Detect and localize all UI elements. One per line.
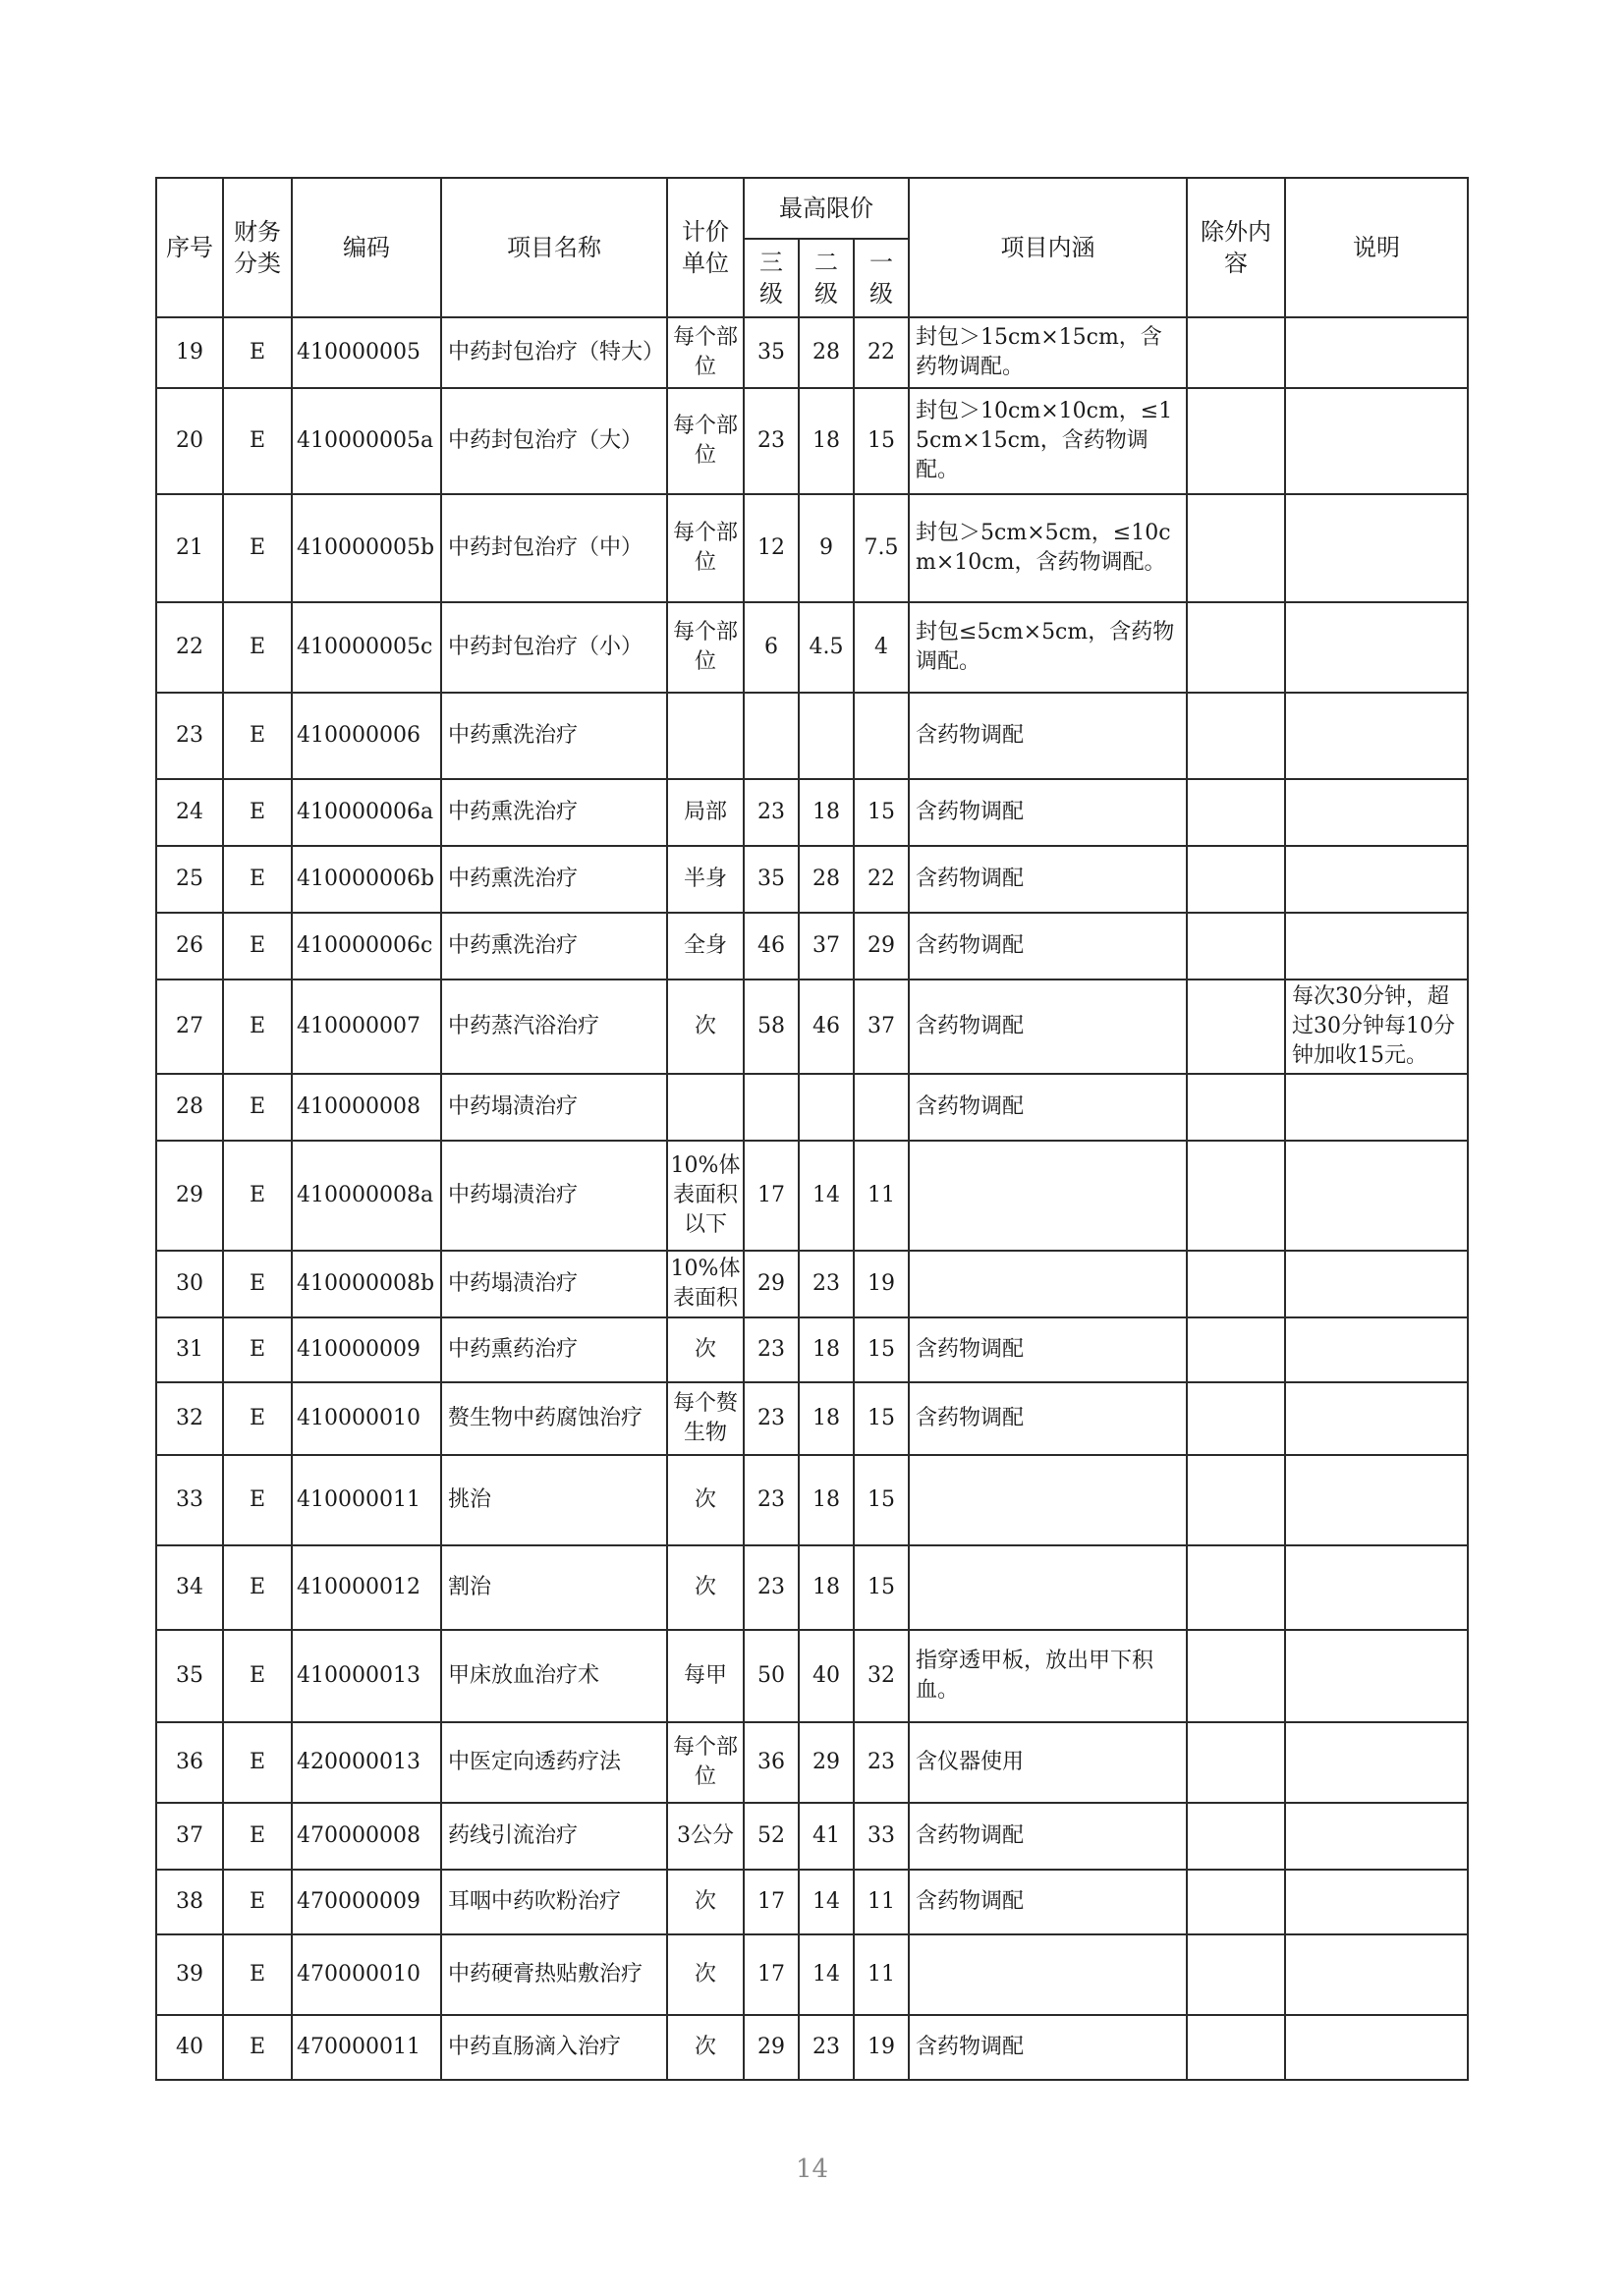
price-level1-cell: 19	[854, 2015, 909, 2080]
table-row	[156, 2015, 1468, 2080]
code-cell: 410000007	[292, 980, 441, 1074]
exclusions-cell	[1187, 1317, 1285, 1382]
code-cell: 470000011	[292, 2015, 441, 2080]
content-cell	[909, 1545, 1187, 1630]
name-cell: 药线引流治疗	[441, 1803, 667, 1870]
table-row	[156, 693, 1468, 779]
exclusions-cell	[1187, 846, 1285, 913]
price-level3-cell: 23	[744, 1545, 799, 1630]
price-level3-cell: 35	[744, 846, 799, 913]
table-row	[156, 1934, 1468, 2015]
seq-cell: 35	[156, 1630, 223, 1722]
price-level3-cell: 23	[744, 779, 799, 846]
content-cell: 含药物调配	[909, 913, 1187, 980]
category-cell: E	[223, 1545, 292, 1630]
category-cell: E	[223, 1630, 292, 1722]
exclusions-cell	[1187, 317, 1285, 388]
name-cell: 中药封包治疗（中）	[441, 494, 667, 602]
header-code: 编码	[292, 178, 441, 317]
seq-cell: 25	[156, 846, 223, 913]
unit-cell	[667, 693, 744, 779]
header-unit: 计价单位	[667, 178, 744, 317]
unit-cell: 3公分	[667, 1803, 744, 1870]
price-level3-cell: 36	[744, 1722, 799, 1803]
code-cell: 410000005c	[292, 602, 441, 693]
name-cell: 中药封包治疗（特大）	[441, 317, 667, 388]
table-row	[156, 1803, 1468, 1870]
table-row	[156, 1870, 1468, 1934]
table-row	[156, 846, 1468, 913]
category-cell: E	[223, 1722, 292, 1803]
code-cell: 470000009	[292, 1870, 441, 1934]
content-cell: 指穿透甲板，放出甲下积血。	[909, 1630, 1187, 1722]
notes-cell	[1285, 1074, 1468, 1141]
category-cell: E	[223, 1870, 292, 1934]
price-level1-cell: 33	[854, 1803, 909, 1870]
code-cell: 410000011	[292, 1455, 441, 1545]
exclusions-cell	[1187, 980, 1285, 1074]
content-cell: 封包＞15cm×15cm，含药物调配。	[909, 317, 1187, 388]
notes-cell	[1285, 602, 1468, 693]
header-level2: 二级	[799, 239, 854, 317]
category-cell: E	[223, 1074, 292, 1141]
seq-cell: 39	[156, 1934, 223, 2015]
unit-cell: 每甲	[667, 1630, 744, 1722]
header-content: 项目内涵	[909, 178, 1187, 317]
price-level1-cell: 4	[854, 602, 909, 693]
price-level2-cell: 18	[799, 1382, 854, 1455]
name-cell: 甲床放血治疗术	[441, 1630, 667, 1722]
name-cell: 中药封包治疗（大）	[441, 388, 667, 494]
seq-cell: 38	[156, 1870, 223, 1934]
unit-cell: 每个部位	[667, 388, 744, 494]
name-cell: 中药熏洗治疗	[441, 779, 667, 846]
unit-cell: 每个部位	[667, 602, 744, 693]
content-cell: 含药物调配	[909, 1382, 1187, 1455]
category-cell: E	[223, 602, 292, 693]
content-cell: 含药物调配	[909, 779, 1187, 846]
notes-cell	[1285, 1870, 1468, 1934]
category-cell: E	[223, 2015, 292, 2080]
notes-cell	[1285, 693, 1468, 779]
code-cell: 420000013	[292, 1722, 441, 1803]
seq-cell: 23	[156, 693, 223, 779]
unit-cell: 全身	[667, 913, 744, 980]
notes-cell	[1285, 1455, 1468, 1545]
table-row	[156, 1722, 1468, 1803]
notes-cell	[1285, 1317, 1468, 1382]
price-level2-cell: 14	[799, 1141, 854, 1251]
price-level3-cell: 17	[744, 1934, 799, 2015]
price-level2-cell: 14	[799, 1934, 854, 2015]
table-header	[156, 178, 1468, 317]
unit-cell: 局部	[667, 779, 744, 846]
unit-cell: 每个部位	[667, 317, 744, 388]
exclusions-cell	[1187, 494, 1285, 602]
content-cell: 封包＞10cm×10cm，≤15cm×15cm，含药物调配。	[909, 388, 1187, 494]
seq-cell: 27	[156, 980, 223, 1074]
code-cell: 410000013	[292, 1630, 441, 1722]
content-cell: 含仪器使用	[909, 1722, 1187, 1803]
content-cell	[909, 1141, 1187, 1251]
table-row	[156, 1074, 1468, 1141]
price-level3-cell: 35	[744, 317, 799, 388]
price-level1-cell: 7.5	[854, 494, 909, 602]
price-level3-cell: 23	[744, 1455, 799, 1545]
notes-cell	[1285, 913, 1468, 980]
notes-cell	[1285, 1382, 1468, 1455]
exclusions-cell	[1187, 1630, 1285, 1722]
seq-cell: 28	[156, 1074, 223, 1141]
notes-cell	[1285, 779, 1468, 846]
notes-cell	[1285, 1630, 1468, 1722]
price-level2-cell: 28	[799, 846, 854, 913]
price-level1-cell: 32	[854, 1630, 909, 1722]
code-cell: 470000010	[292, 1934, 441, 2015]
seq-cell: 26	[156, 913, 223, 980]
price-level3-cell: 23	[744, 1382, 799, 1455]
content-cell: 含药物调配	[909, 846, 1187, 913]
name-cell: 中药塌渍治疗	[441, 1074, 667, 1141]
category-cell: E	[223, 1141, 292, 1251]
exclusions-cell	[1187, 1074, 1285, 1141]
price-level3-cell	[744, 1074, 799, 1141]
unit-cell: 半身	[667, 846, 744, 913]
table-row	[156, 913, 1468, 980]
price-level2-cell: 46	[799, 980, 854, 1074]
notes-cell	[1285, 494, 1468, 602]
unit-cell: 每个部位	[667, 1722, 744, 1803]
price-level2-cell	[799, 1074, 854, 1141]
table-row	[156, 1141, 1468, 1251]
seq-cell: 30	[156, 1251, 223, 1317]
unit-cell	[667, 1074, 744, 1141]
unit-cell: 次	[667, 980, 744, 1074]
code-cell: 410000008b	[292, 1251, 441, 1317]
content-cell: 含药物调配	[909, 2015, 1187, 2080]
notes-cell	[1285, 1251, 1468, 1317]
unit-cell: 次	[667, 1934, 744, 2015]
name-cell: 中药熏药治疗	[441, 1317, 667, 1382]
price-level2-cell: 14	[799, 1870, 854, 1934]
seq-cell: 31	[156, 1317, 223, 1382]
price-level1-cell: 37	[854, 980, 909, 1074]
content-cell: 封包＞5cm×5cm，≤10cm×10cm，含药物调配。	[909, 494, 1187, 602]
category-cell: E	[223, 1934, 292, 2015]
name-cell: 割治	[441, 1545, 667, 1630]
code-cell: 410000009	[292, 1317, 441, 1382]
category-cell: E	[223, 388, 292, 494]
exclusions-cell	[1187, 1934, 1285, 2015]
price-level1-cell: 11	[854, 1141, 909, 1251]
notes-cell	[1285, 1803, 1468, 1870]
price-level1-cell: 29	[854, 913, 909, 980]
table-row	[156, 1382, 1468, 1455]
seq-cell: 34	[156, 1545, 223, 1630]
price-level2-cell	[799, 693, 854, 779]
price-level3-cell: 17	[744, 1870, 799, 1934]
table-row	[156, 980, 1468, 1074]
table-row	[156, 1251, 1468, 1317]
notes-cell: 每次30分钟，超过30分钟每10分钟加收15元。	[1285, 980, 1468, 1074]
table-row	[156, 1545, 1468, 1630]
content-cell	[909, 1455, 1187, 1545]
category-cell: E	[223, 1251, 292, 1317]
price-level2-cell: 9	[799, 494, 854, 602]
exclusions-cell	[1187, 1722, 1285, 1803]
price-level1-cell: 15	[854, 1317, 909, 1382]
unit-cell: 10%体表面积以下	[667, 1141, 744, 1251]
category-cell: E	[223, 779, 292, 846]
table-row	[156, 494, 1468, 602]
category-cell: E	[223, 1803, 292, 1870]
code-cell: 410000005	[292, 317, 441, 388]
exclusions-cell	[1187, 913, 1285, 980]
content-cell	[909, 1934, 1187, 2015]
code-cell: 410000010	[292, 1382, 441, 1455]
price-level1-cell: 15	[854, 388, 909, 494]
content-cell: 含药物调配	[909, 980, 1187, 1074]
exclusions-cell	[1187, 1141, 1285, 1251]
unit-cell: 次	[667, 1317, 744, 1382]
price-level1-cell: 15	[854, 779, 909, 846]
header-level1: 一级	[854, 239, 909, 317]
price-level3-cell: 23	[744, 1317, 799, 1382]
price-level1-cell: 11	[854, 1870, 909, 1934]
code-cell: 470000008	[292, 1803, 441, 1870]
price-level2-cell: 4.5	[799, 602, 854, 693]
price-level3-cell: 46	[744, 913, 799, 980]
name-cell: 挑治	[441, 1455, 667, 1545]
price-level3-cell: 29	[744, 1251, 799, 1317]
header-seq: 序号	[156, 178, 223, 317]
name-cell: 中药蒸汽浴治疗	[441, 980, 667, 1074]
name-cell: 赘生物中药腐蚀治疗	[441, 1382, 667, 1455]
category-cell: E	[223, 1455, 292, 1545]
price-level2-cell: 28	[799, 317, 854, 388]
name-cell: 中医定向透药疗法	[441, 1722, 667, 1803]
price-level3-cell: 50	[744, 1630, 799, 1722]
content-cell: 含药物调配	[909, 1803, 1187, 1870]
content-cell	[909, 1251, 1187, 1317]
price-level2-cell: 41	[799, 1803, 854, 1870]
unit-cell: 次	[667, 1545, 744, 1630]
code-cell: 410000008	[292, 1074, 441, 1141]
exclusions-cell	[1187, 388, 1285, 494]
header-level3: 三级	[744, 239, 799, 317]
exclusions-cell	[1187, 693, 1285, 779]
name-cell: 中药熏洗治疗	[441, 693, 667, 779]
price-level2-cell: 18	[799, 779, 854, 846]
notes-cell	[1285, 1722, 1468, 1803]
table-row	[156, 317, 1468, 388]
unit-cell: 次	[667, 1455, 744, 1545]
seq-cell: 33	[156, 1455, 223, 1545]
seq-cell: 24	[156, 779, 223, 846]
price-table	[155, 177, 1469, 2081]
price-level1-cell: 15	[854, 1545, 909, 1630]
name-cell: 中药塌渍治疗	[441, 1251, 667, 1317]
name-cell: 耳咽中药吹粉治疗	[441, 1870, 667, 1934]
unit-cell: 次	[667, 1870, 744, 1934]
price-level2-cell: 40	[799, 1630, 854, 1722]
price-level2-cell: 23	[799, 2015, 854, 2080]
name-cell: 中药熏洗治疗	[441, 846, 667, 913]
code-cell: 410000006b	[292, 846, 441, 913]
exclusions-cell	[1187, 1455, 1285, 1545]
price-level1-cell: 11	[854, 1934, 909, 2015]
code-cell: 410000012	[292, 1545, 441, 1630]
price-level2-cell: 23	[799, 1251, 854, 1317]
exclusions-cell	[1187, 602, 1285, 693]
name-cell: 中药熏洗治疗	[441, 913, 667, 980]
code-cell: 410000006	[292, 693, 441, 779]
seq-cell: 21	[156, 494, 223, 602]
header-notes: 说明	[1285, 178, 1468, 317]
exclusions-cell	[1187, 1870, 1285, 1934]
category-cell: E	[223, 494, 292, 602]
header-exclusions: 除外内容	[1187, 178, 1285, 317]
price-level3-cell: 29	[744, 2015, 799, 2080]
price-level3-cell: 52	[744, 1803, 799, 1870]
content-cell: 含药物调配	[909, 1074, 1187, 1141]
code-cell: 410000005a	[292, 388, 441, 494]
price-level2-cell: 18	[799, 1545, 854, 1630]
category-cell: E	[223, 1317, 292, 1382]
price-level3-cell: 12	[744, 494, 799, 602]
seq-cell: 19	[156, 317, 223, 388]
header-max-price: 最高限价	[744, 178, 909, 239]
price-level1-cell: 23	[854, 1722, 909, 1803]
content-cell: 封包≤5cm×5cm，含药物调配。	[909, 602, 1187, 693]
exclusions-cell	[1187, 1382, 1285, 1455]
page-number: 14	[795, 2155, 829, 2184]
seq-cell: 37	[156, 1803, 223, 1870]
seq-cell: 29	[156, 1141, 223, 1251]
header-name: 项目名称	[441, 178, 667, 317]
unit-cell: 每个赘生物	[667, 1382, 744, 1455]
table-row	[156, 602, 1468, 693]
seq-cell: 36	[156, 1722, 223, 1803]
seq-cell: 22	[156, 602, 223, 693]
price-level2-cell: 18	[799, 1317, 854, 1382]
notes-cell	[1285, 388, 1468, 494]
seq-cell: 20	[156, 388, 223, 494]
category-cell: E	[223, 846, 292, 913]
content-cell: 含药物调配	[909, 1870, 1187, 1934]
seq-cell: 40	[156, 2015, 223, 2080]
content-cell: 含药物调配	[909, 1317, 1187, 1382]
exclusions-cell	[1187, 1545, 1285, 1630]
content-cell: 含药物调配	[909, 693, 1187, 779]
exclusions-cell	[1187, 1803, 1285, 1870]
category-cell: E	[223, 913, 292, 980]
name-cell: 中药直肠滴入治疗	[441, 2015, 667, 2080]
price-level2-cell: 37	[799, 913, 854, 980]
code-cell: 410000006c	[292, 913, 441, 980]
unit-cell: 10%体表面积	[667, 1251, 744, 1317]
table-row	[156, 388, 1468, 494]
notes-cell	[1285, 317, 1468, 388]
price-level3-cell	[744, 693, 799, 779]
category-cell: E	[223, 317, 292, 388]
unit-cell: 每个部位	[667, 494, 744, 602]
code-cell: 410000008a	[292, 1141, 441, 1251]
seq-cell: 32	[156, 1382, 223, 1455]
price-level1-cell	[854, 693, 909, 779]
price-level1-cell: 15	[854, 1455, 909, 1545]
exclusions-cell	[1187, 779, 1285, 846]
price-level1-cell: 22	[854, 317, 909, 388]
exclusions-cell	[1187, 2015, 1285, 2080]
price-level1-cell	[854, 1074, 909, 1141]
table-row	[156, 1455, 1468, 1545]
unit-cell: 次	[667, 2015, 744, 2080]
category-cell: E	[223, 693, 292, 779]
table-row	[156, 1630, 1468, 1722]
notes-cell	[1285, 1141, 1468, 1251]
code-cell: 410000006a	[292, 779, 441, 846]
price-level2-cell: 18	[799, 1455, 854, 1545]
price-level3-cell: 17	[744, 1141, 799, 1251]
price-level1-cell: 22	[854, 846, 909, 913]
price-level2-cell: 18	[799, 388, 854, 494]
exclusions-cell	[1187, 1251, 1285, 1317]
table-body	[156, 317, 1468, 2080]
table-row	[156, 1317, 1468, 1382]
name-cell: 中药封包治疗（小）	[441, 602, 667, 693]
code-cell: 410000005b	[292, 494, 441, 602]
price-level2-cell: 29	[799, 1722, 854, 1803]
category-cell: E	[223, 1382, 292, 1455]
category-cell: E	[223, 980, 292, 1074]
table-row	[156, 779, 1468, 846]
notes-cell	[1285, 1934, 1468, 2015]
price-level1-cell: 19	[854, 1251, 909, 1317]
notes-cell	[1285, 2015, 1468, 2080]
price-level3-cell: 6	[744, 602, 799, 693]
price-level3-cell: 58	[744, 980, 799, 1074]
header-category: 财务分类	[223, 178, 292, 317]
name-cell: 中药硬膏热贴敷治疗	[441, 1934, 667, 2015]
name-cell: 中药塌渍治疗	[441, 1141, 667, 1251]
price-level1-cell: 15	[854, 1382, 909, 1455]
notes-cell	[1285, 1545, 1468, 1630]
notes-cell	[1285, 846, 1468, 913]
price-level3-cell: 23	[744, 388, 799, 494]
